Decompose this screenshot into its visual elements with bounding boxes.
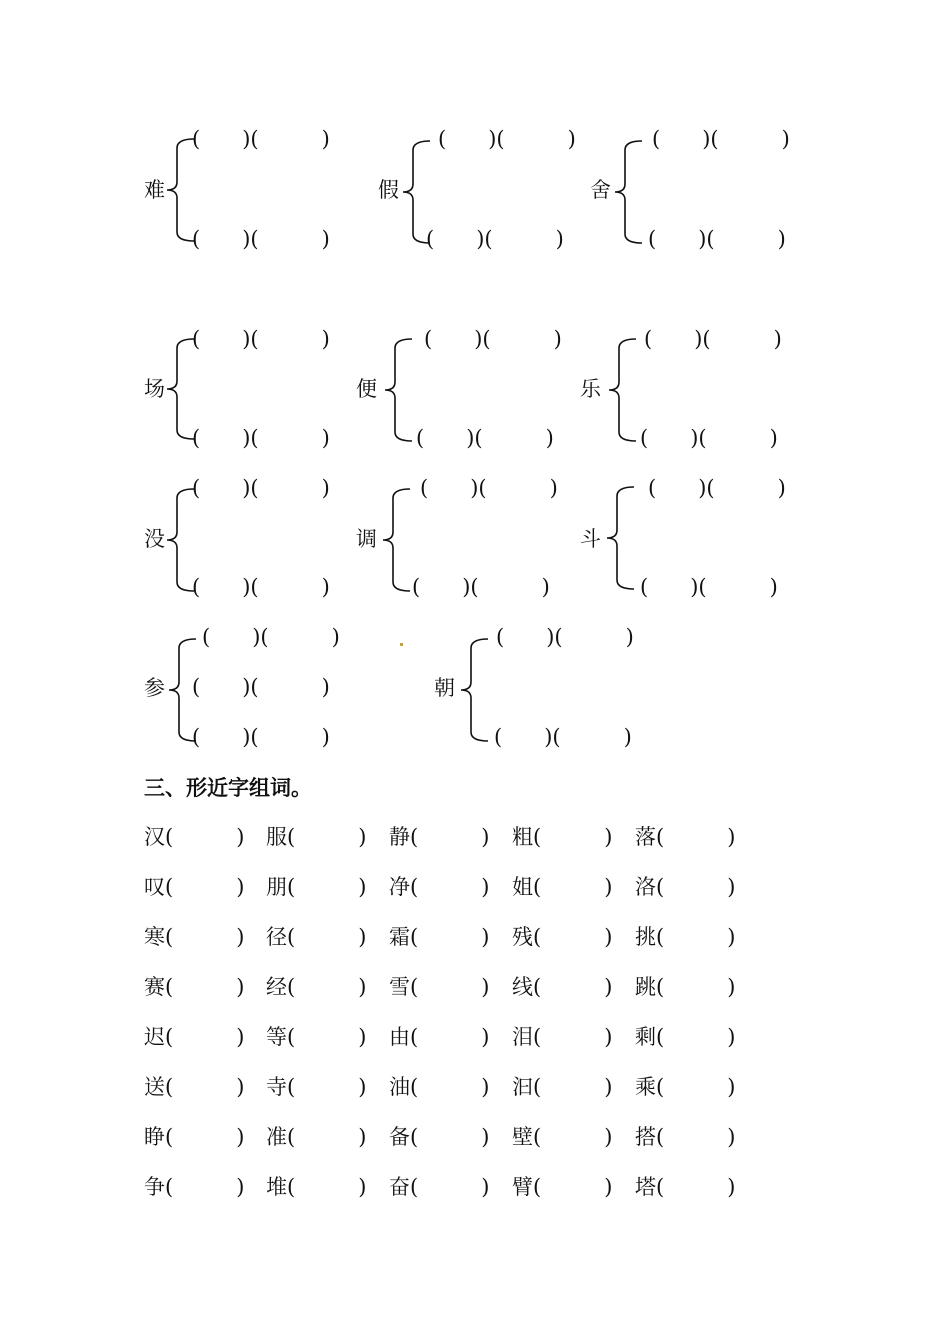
similar-char: 寒: [144, 925, 165, 949]
answer-blank[interactable]: ( ): [410, 975, 490, 999]
polyphone-char: 斗: [580, 527, 601, 551]
brace-icon: [384, 338, 414, 442]
similar-char: 送: [144, 1075, 165, 1099]
polyphone-char: 参: [144, 676, 165, 700]
section-title: 三、形近字组词。: [144, 775, 312, 800]
word-cell: [389, 925, 489, 949]
answer-blank[interactable]: ( ): [287, 875, 367, 899]
word-cell: [144, 875, 244, 899]
word-cell: [512, 1025, 612, 1049]
answer-blank[interactable]: ( ): [287, 825, 367, 849]
word-cell: [266, 975, 366, 999]
word-cell: [512, 1175, 612, 1199]
answer-blanks[interactable]: ( )( ): [192, 426, 330, 450]
answer-blank[interactable]: ( ): [533, 975, 613, 999]
word-cell: [389, 1175, 489, 1199]
similar-char: 奋: [389, 1175, 410, 1199]
word-cell: [266, 1175, 366, 1199]
answer-blanks[interactable]: ( )( ): [192, 725, 330, 749]
answer-blank[interactable]: ( ): [165, 875, 245, 899]
answer-blank[interactable]: ( ): [533, 1075, 613, 1099]
word-cell: [144, 1025, 244, 1049]
similar-char: 赛: [144, 975, 165, 999]
answer-blanks[interactable]: ( )( ): [412, 575, 550, 599]
answer-blank[interactable]: ( ): [656, 1075, 736, 1099]
answer-blank[interactable]: ( ): [533, 1025, 613, 1049]
answer-blank[interactable]: ( ): [410, 1125, 490, 1149]
answer-blank[interactable]: ( ): [287, 1125, 367, 1149]
answer-blank[interactable]: ( ): [165, 1175, 245, 1199]
word-cell: [266, 1025, 366, 1049]
similar-char: 服: [266, 825, 287, 849]
word-cell: [144, 975, 244, 999]
answer-blank[interactable]: ( ): [410, 875, 490, 899]
answer-blanks[interactable]: ( )( ): [192, 476, 330, 500]
similar-char: 线: [512, 975, 533, 999]
answer-blank[interactable]: ( ): [533, 825, 613, 849]
answer-blank[interactable]: ( ): [165, 1125, 245, 1149]
brace-icon: [460, 638, 490, 742]
word-cell: [144, 825, 244, 849]
answer-blanks[interactable]: ( )( ): [644, 327, 782, 351]
similar-char: 姐: [512, 875, 533, 899]
answer-blank[interactable]: ( ): [287, 975, 367, 999]
word-cell: [389, 875, 489, 899]
polyphone-char: 场: [144, 377, 165, 401]
answer-blanks[interactable]: ( )( ): [192, 675, 330, 699]
answer-blanks[interactable]: ( )( ): [424, 327, 562, 351]
similar-char: 残: [512, 925, 533, 949]
brace-icon: [382, 488, 412, 592]
answer-blanks[interactable]: ( )( ): [648, 476, 786, 500]
answer-blanks[interactable]: ( )( ): [648, 227, 786, 251]
answer-blanks[interactable]: ( )( ): [496, 625, 634, 649]
answer-blank[interactable]: ( ): [165, 925, 245, 949]
similar-char: 睁: [144, 1125, 165, 1149]
similar-char: 静: [389, 825, 410, 849]
similar-char: 汉: [144, 825, 165, 849]
answer-blanks[interactable]: ( )( ): [640, 575, 778, 599]
similar-char: 堆: [266, 1175, 287, 1199]
word-cell: [635, 1025, 735, 1049]
word-cell: [635, 875, 735, 899]
word-cell: [144, 1075, 244, 1099]
polyphone-char: 调: [356, 527, 377, 551]
similar-char: 净: [389, 875, 410, 899]
polyphone-char: 假: [378, 178, 399, 202]
polyphone-char: 便: [356, 377, 377, 401]
polyphone-char: 朝: [434, 676, 455, 700]
answer-blanks[interactable]: ( )( ): [426, 227, 564, 251]
similar-char: 径: [266, 925, 287, 949]
similar-char: 油: [389, 1075, 410, 1099]
similar-char: 等: [266, 1025, 287, 1049]
answer-blank[interactable]: ( ): [287, 1075, 367, 1099]
answer-blank[interactable]: ( ): [656, 1175, 736, 1199]
answer-blank[interactable]: ( ): [656, 925, 736, 949]
word-cell: [266, 925, 366, 949]
similar-char: 跳: [635, 975, 656, 999]
word-cell: [144, 925, 244, 949]
answer-blank[interactable]: ( ): [656, 1125, 736, 1149]
stray-dot: [400, 643, 403, 646]
similar-char: 挑: [635, 925, 656, 949]
answer-blanks[interactable]: ( )( ): [640, 426, 778, 450]
answer-blank[interactable]: ( ): [656, 1025, 736, 1049]
answer-blank[interactable]: ( ): [656, 975, 736, 999]
word-cell: [389, 975, 489, 999]
answer-blank[interactable]: ( ): [287, 925, 367, 949]
similar-char: 粗: [512, 825, 533, 849]
word-cell: [635, 975, 735, 999]
word-cell: [512, 975, 612, 999]
polyphone-char: 没: [144, 527, 165, 551]
similar-char: 霜: [389, 925, 410, 949]
answer-blanks[interactable]: ( )( ): [192, 575, 330, 599]
answer-blank[interactable]: ( ): [410, 1175, 490, 1199]
answer-blank[interactable]: ( ): [410, 825, 490, 849]
word-cell: [389, 1075, 489, 1099]
word-cell: [635, 1075, 735, 1099]
similar-char: 泪: [512, 1025, 533, 1049]
answer-blanks[interactable]: ( )( ): [192, 327, 330, 351]
similar-char: 朋: [266, 875, 287, 899]
answer-blank[interactable]: ( ): [656, 825, 736, 849]
answer-blanks[interactable]: ( )( ): [438, 127, 576, 151]
word-cell: [512, 875, 612, 899]
word-cell: [266, 825, 366, 849]
similar-char: 壁: [512, 1125, 533, 1149]
similar-char: 臂: [512, 1175, 533, 1199]
word-cell: [144, 1125, 244, 1149]
similar-char: 雪: [389, 975, 410, 999]
brace-icon: [608, 338, 638, 442]
word-cell: [635, 925, 735, 949]
similar-char: 叹: [144, 875, 165, 899]
similar-char: 剩: [635, 1025, 656, 1049]
answer-blank[interactable]: ( ): [533, 875, 613, 899]
word-cell: [266, 1075, 366, 1099]
word-cell: [266, 1125, 366, 1149]
answer-blank[interactable]: ( ): [287, 1175, 367, 1199]
brace-icon: [606, 486, 636, 590]
similar-char: 洛: [635, 875, 656, 899]
brace-icon: [614, 140, 644, 244]
similar-char: 乘: [635, 1075, 656, 1099]
answer-blank[interactable]: ( ): [165, 1025, 245, 1049]
polyphone-char: 舍: [590, 178, 611, 202]
similar-char: 迟: [144, 1025, 165, 1049]
similar-char: 汩: [512, 1075, 533, 1099]
similar-char: 搭: [635, 1125, 656, 1149]
similar-char: 准: [266, 1125, 287, 1149]
answer-blank[interactable]: ( ): [533, 925, 613, 949]
word-cell: [635, 1125, 735, 1149]
similar-char: 塔: [635, 1175, 656, 1199]
word-cell: [512, 1125, 612, 1149]
answer-blank[interactable]: ( ): [165, 1075, 245, 1099]
polyphone-char: 难: [144, 178, 165, 202]
word-cell: [635, 1175, 735, 1199]
answer-blank[interactable]: ( ): [410, 1075, 490, 1099]
word-cell: [635, 825, 735, 849]
word-cell: [512, 1075, 612, 1099]
answer-blank[interactable]: ( ): [287, 1025, 367, 1049]
word-cell: [389, 1125, 489, 1149]
answer-blanks[interactable]: ( )( ): [420, 476, 558, 500]
answer-blank[interactable]: ( ): [165, 825, 245, 849]
answer-blanks[interactable]: ( )( ): [494, 725, 632, 749]
word-cell: [144, 1175, 244, 1199]
answer-blanks[interactable]: ( )( ): [652, 127, 790, 151]
answer-blanks[interactable]: ( )( ): [202, 625, 340, 649]
answer-blank[interactable]: ( ): [533, 1175, 613, 1199]
similar-char: 备: [389, 1125, 410, 1149]
word-cell: [389, 825, 489, 849]
answer-blank[interactable]: ( ): [533, 1125, 613, 1149]
answer-blank[interactable]: ( ): [410, 1025, 490, 1049]
answer-blank[interactable]: ( ): [165, 975, 245, 999]
brace-icon: [166, 338, 196, 440]
answer-blank[interactable]: ( ): [656, 875, 736, 899]
word-cell: [512, 925, 612, 949]
similar-char: 寺: [266, 1075, 287, 1099]
similar-char: 争: [144, 1175, 165, 1199]
similar-char: 经: [266, 975, 287, 999]
answer-blanks[interactable]: ( )( ): [192, 127, 330, 151]
similar-char: 落: [635, 825, 656, 849]
answer-blank[interactable]: ( ): [410, 925, 490, 949]
word-cell: [266, 875, 366, 899]
answer-blanks[interactable]: ( )( ): [192, 227, 330, 251]
answer-blanks[interactable]: ( )( ): [416, 426, 554, 450]
word-cell: [389, 1025, 489, 1049]
word-cell: [512, 825, 612, 849]
similar-char: 由: [389, 1025, 410, 1049]
polyphone-char: 乐: [580, 377, 601, 401]
